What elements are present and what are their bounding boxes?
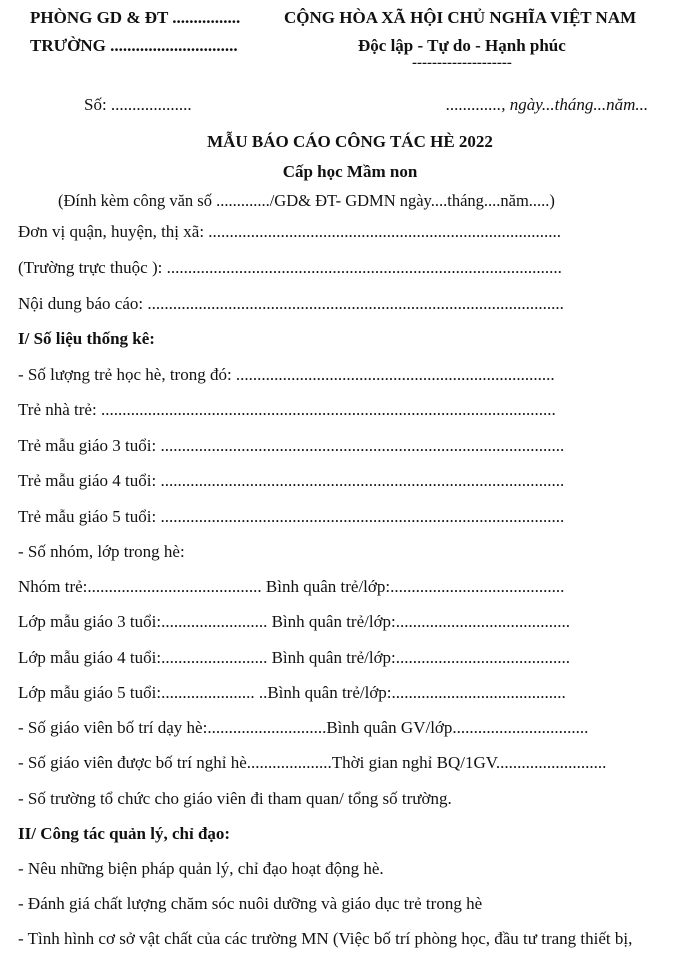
nursery-group-line: Nhóm trẻ:......................................... Bình quân trẻ/lớp:......................................... xyxy=(18,577,565,596)
section-heading-management: II/ Công tác quản lý, chỉ đạo: xyxy=(18,824,231,843)
teachers-on-leave-line: - Số giáo viên được bố trí nghỉ hè....................Thời gian nghỉ BQ/1GV.......................... xyxy=(18,753,607,772)
school-line: TRƯỜNG .............................. xyxy=(30,36,238,55)
district-unit-line: Đơn vị quận, huyện, thị xã: ................................................................................... xyxy=(18,222,562,241)
class-5yo-line: Lớp mẫu giáo 5 tuổi:...................... ..Bình quân trẻ/lớp:......................................... xyxy=(18,683,566,702)
summer-children-count-line: - Số lượng trẻ học hè, trong đó: ........................................................................... xyxy=(18,365,555,384)
department-line: PHÒNG GD & ĐT ................ xyxy=(30,8,241,27)
section-heading-statistics: I/ Số liệu thống kê: xyxy=(18,329,155,348)
report-subtitle: Cấp học Mầm non xyxy=(282,162,418,181)
groups-classes-line: - Số nhóm, lớp trong hè: xyxy=(18,542,185,561)
kindergarten-5yo-line: Trẻ mẫu giáo 5 tuổi: ............................................................................................... xyxy=(18,507,565,526)
national-motto: Độc lập - Tự do - Hạnh phúc xyxy=(358,36,566,55)
report-title: MẪU BÁO CÁO CÔNG TÁC HÈ 2022 xyxy=(207,132,493,151)
report-content-line: Nội dung báo cáo: .................................................................................................. xyxy=(18,294,564,313)
summer-teachers-line: - Số giáo viên bố trí dạy hè:............................Bình quân GV/lớp................................ xyxy=(18,718,589,737)
class-3yo-line: Lớp mẫu giáo 3 tuổi:......................... Bình quân trẻ/lớp:......................................... xyxy=(18,612,571,631)
management-measures-line: - Nêu những biện pháp quản lý, chỉ đạo hoạt động hè. xyxy=(18,859,384,878)
care-quality-line: - Đánh giá chất lượng chăm sóc nuôi dưỡng và giáo dục trẻ trong hè xyxy=(18,894,483,913)
kindergarten-4yo-line: Trẻ mẫu giáo 4 tuổi: ............................................................................................... xyxy=(18,471,565,490)
motto-rule: -------------------- xyxy=(412,55,512,71)
document-number: Số: ................... xyxy=(84,95,192,114)
national-title: CỘNG HÒA XÃ HỘI CHỦ NGHĨA VIỆT NAM xyxy=(284,8,637,27)
facilities-line: - Tình hình cơ sở vật chất của các trường MN (Việc bố trí phòng học, đầu tư trang thiết bị, xyxy=(18,929,633,948)
class-4yo-line: Lớp mẫu giáo 4 tuổi:......................... Bình quân trẻ/lớp:......................................... xyxy=(18,648,571,667)
school-excursion-line: - Số trường tổ chức cho giáo viên đi tham quan/ tổng số trường. xyxy=(18,789,452,808)
document-date: ............., ngày...tháng...năm... xyxy=(446,95,649,114)
nursery-children-line: Trẻ nhà trẻ: ........................................................................................................... xyxy=(18,400,556,419)
kindergarten-3yo-line: Trẻ mẫu giáo 3 tuổi: ............................................................................................... xyxy=(18,436,565,455)
affiliated-school-line: (Trường trực thuộc ): ............................................................................................. xyxy=(18,258,562,277)
attachment-note: (Đính kèm công văn số ............./GD& ĐT- GDMN ngày....tháng....năm.....) xyxy=(58,191,555,210)
